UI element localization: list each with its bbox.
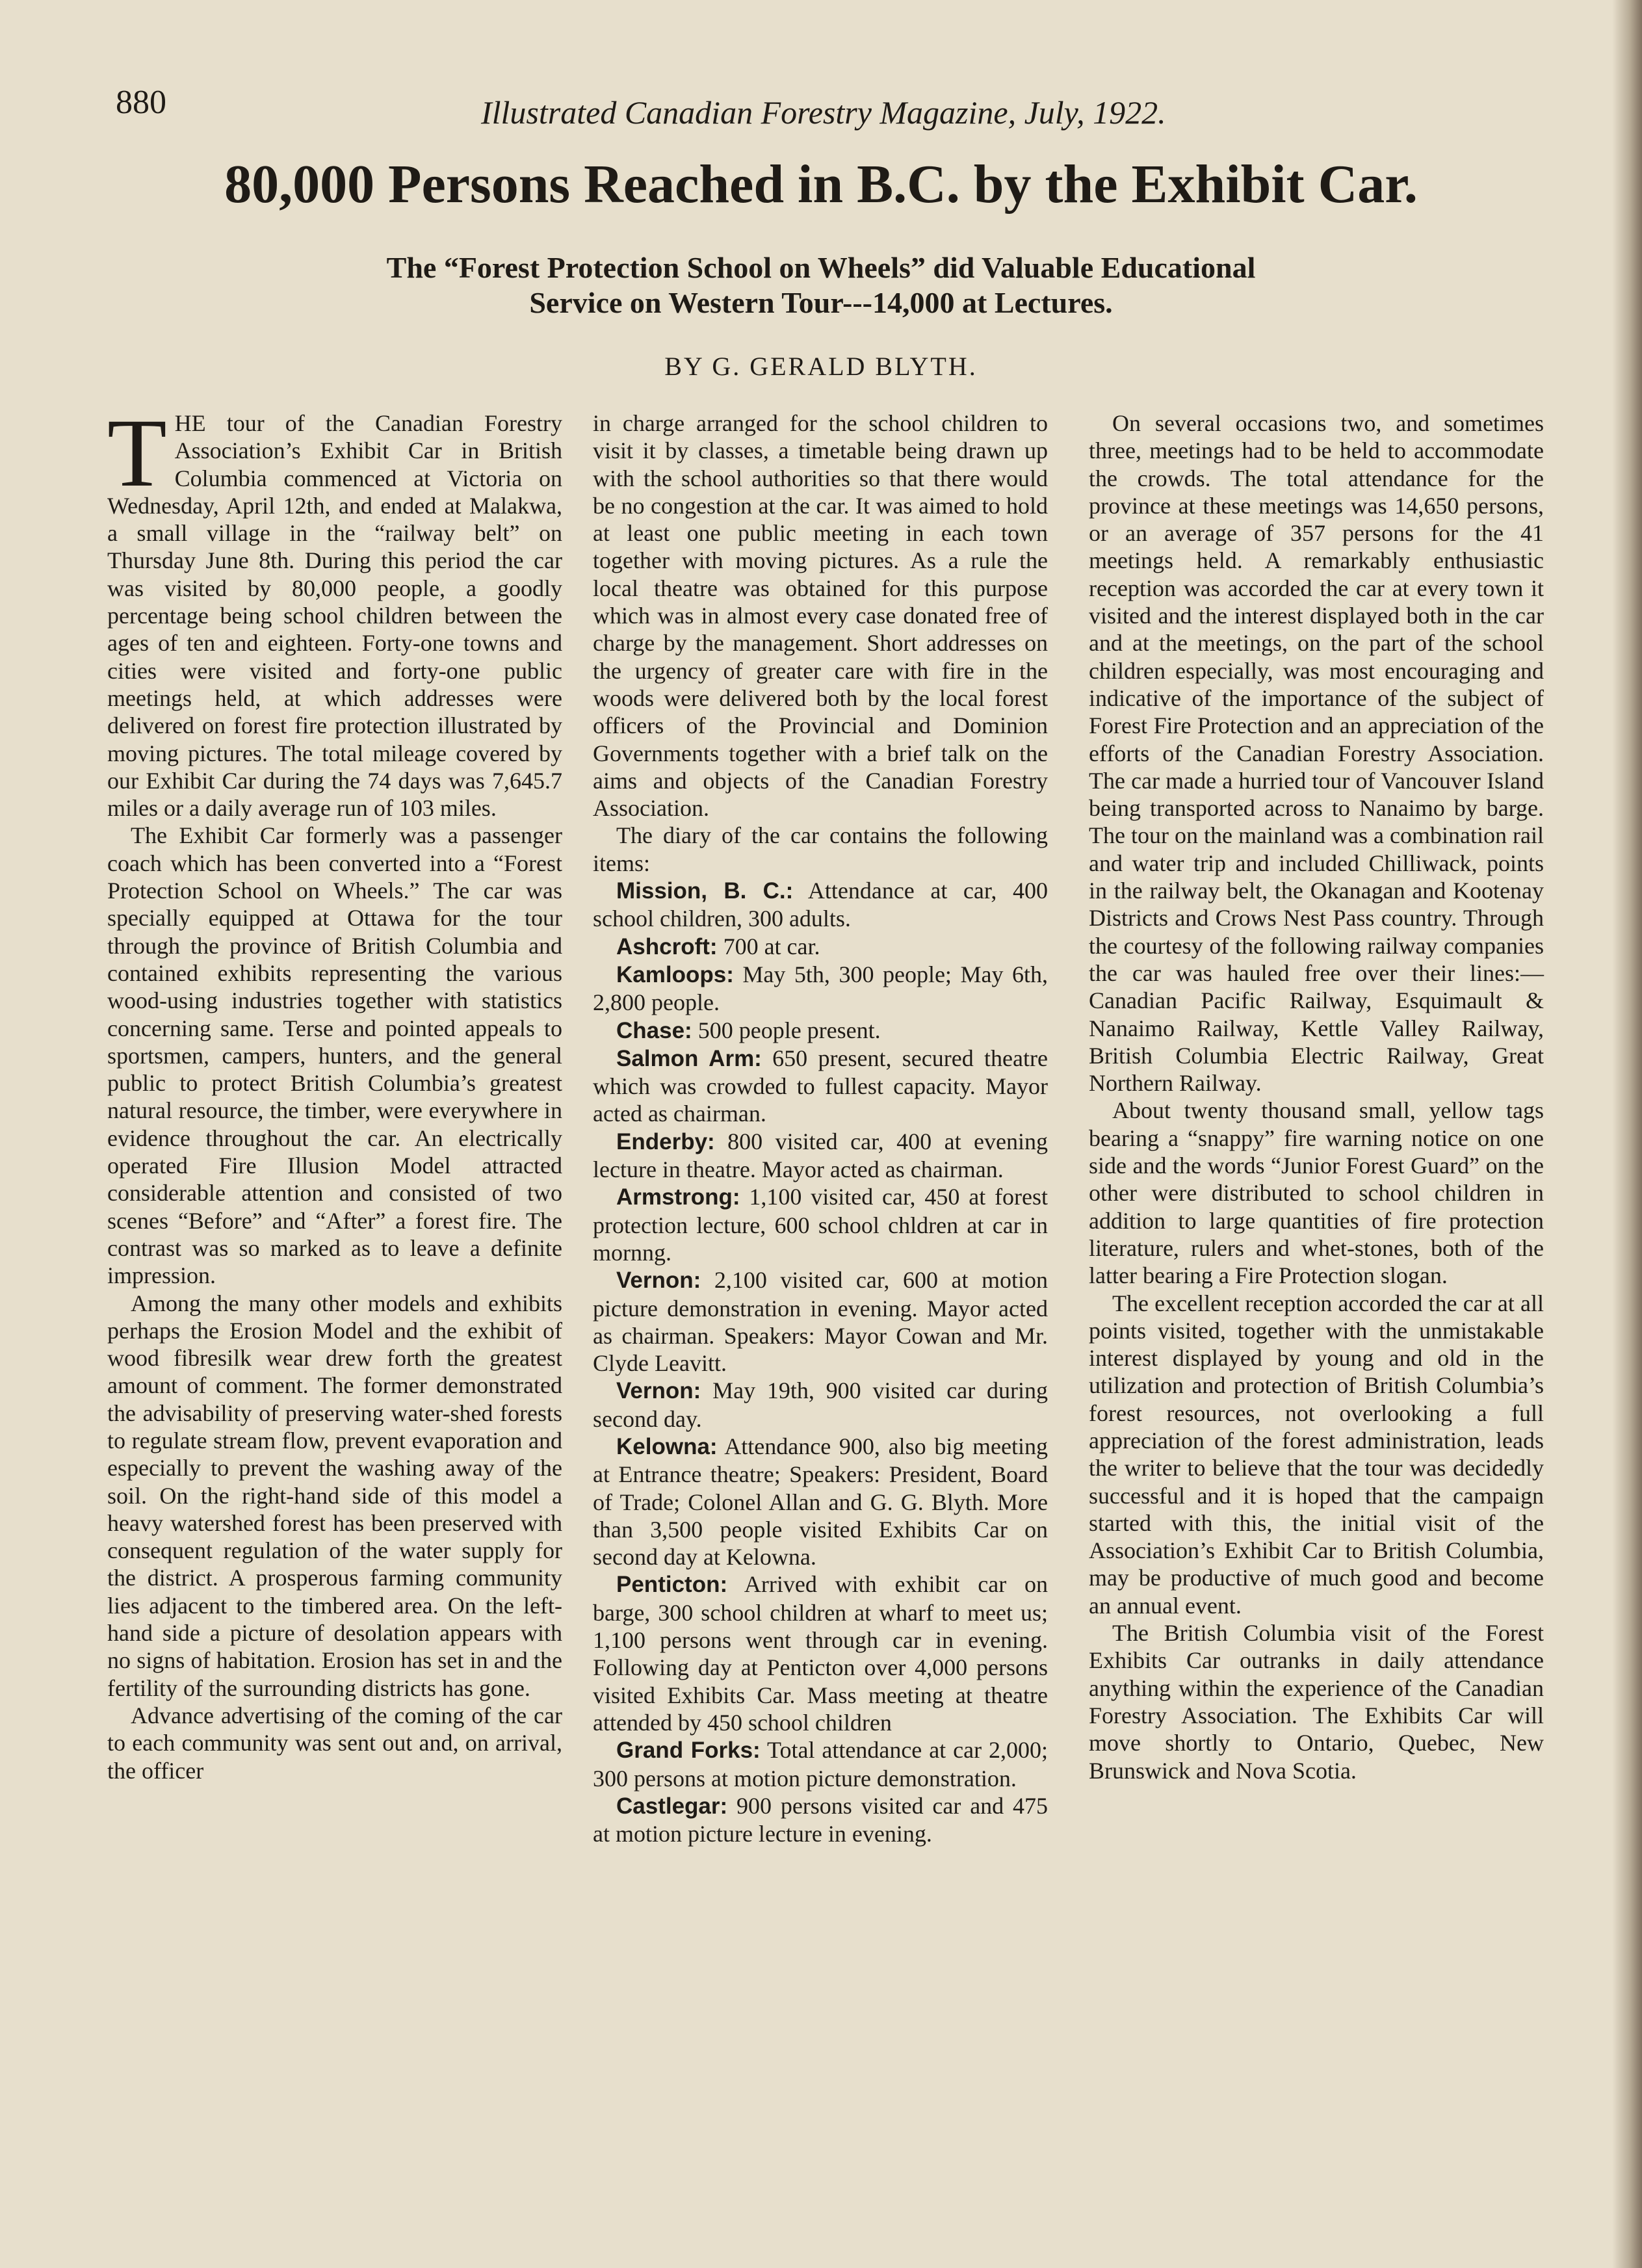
paragraph-1-text: HE tour of the Canadian Forestry Association’s Exhibit Car in British Columbia commenced at Victoria on Wednesday, April 12th, and ended at Malakwa, a small village in the “railway belt” on Thursday June 8th. During this period the car was visited by 80,000 people, a goodly percentage being school children between the ages of ten and eighteen. Forty-one towns and cities were visited and forty-one public meetings held, at which addresses were delivered on forest fire protection illustrated by moving pictures. The total mileage covered by our Exhibit Car during the 74 days was 7,645.7 miles or a daily average run of 103 miles. xyxy=(107,410,562,822)
paragraph-2: The Exhibit Car formerly was a passenger coach which has been converted into a “Forest Protection School on Wheels.” The car was specially equipped at Ottawa for the tour through the province of British Columbia and contained exhibits representing the various wood-using industries together with statistics concerning same. Terse and pointed appeals to sportsmen, campers, hunters, and the general public to protect British Columbia’s greatest natural resource, the timber, were everywhere in evidence throughout the car. An electrically operated Fire Illusion Model attracted considerable attention and consisted of two scenes “Before” and “After” a forest fire. The contrast was so marked as to leave a definite impression. xyxy=(107,822,562,1289)
diary-text: May 5th, 300 people; May 6th, 2,800 people. xyxy=(593,961,1048,1016)
diary-entry xyxy=(593,1017,1048,1045)
diary-text: 650 present, secured theatre which was crowded to fullest capacity. Mayor acted as chairman. xyxy=(593,1045,1048,1127)
diary-entry xyxy=(593,933,1048,961)
diary-place: Kamloops: xyxy=(616,961,734,987)
paragraph-6: The diary of the car contains the following items: xyxy=(593,822,1048,876)
diary-text: 1,100 visited car, 450 at forest protection lecture, 600 school chldren at car in mornng. xyxy=(593,1184,1048,1266)
diary-text: Arrived with exhibit car on barge, 300 school children at wharf to meet us; 1,100 persons went through car in evening. Following day at Penticton over 4,000 persons visited Exhibits Car. Mass meeting at theatre attended by 450 school children xyxy=(593,1571,1048,1736)
diary-text: 800 visited car, 400 at evening lecture in theatre. Mayor acted as chairman. xyxy=(593,1128,1048,1183)
column-1 xyxy=(107,399,562,1784)
diary-entry xyxy=(593,961,1048,1017)
diary-place: Penticton: xyxy=(616,1572,728,1598)
byline: BY G. GERALD BLYTH. xyxy=(664,352,978,381)
column-3 xyxy=(1089,410,1544,1784)
paragraph-3: Among the many other models and exhibits perhaps the Erosion Model and the exhibit of wood fibresilk wear drew forth the greatest amount of comment. The former demonstrated the advisability of preserving water-shed forests to regulate stream flow, prevent evaporation and especially to prevent the washing away of the soil. On the right-hand side of this model a heavy watershed forest has been preserved with consequent regulation of the water supply for the district. A prosperous farming community lies adjacent to the timbered area. On the left-hand side a picture of desolation appears with no signs of habitation. Erosion has set in and the fertility of the surrounding districts has gone. xyxy=(107,1290,562,1701)
diary-entry xyxy=(593,1792,1048,1848)
diary-place: Grand Forks: xyxy=(616,1738,761,1764)
diary-entry xyxy=(593,1128,1048,1184)
diary-place: Ashcroft: xyxy=(616,933,718,959)
diary-place: Vernon: xyxy=(616,1268,701,1294)
diary-text: Total attendance at car 2,000; 300 persons at motion picture demonstration. xyxy=(593,1737,1048,1792)
diary-text: 700 at car. xyxy=(717,933,820,959)
diary-place: Enderby: xyxy=(616,1128,715,1154)
page-edge-shadow xyxy=(1612,0,1642,2268)
article-title: 80,000 Persons Reached in B.C. by the Exhibit Car. xyxy=(224,154,1418,215)
diary-text: Attendance 900, also big meeting at Entrance theatre; Speakers: President, Board of Trade; Colonel Allan and G. G. Blyth. More than 3,500 people visited Exhibits Car on second day at Kelowna. xyxy=(593,1433,1048,1571)
column-2 xyxy=(593,410,1048,1847)
diary-place: Armstrong: xyxy=(616,1184,740,1210)
diary-entry xyxy=(593,1183,1048,1266)
paragraph-4: Advance advertising of the coming of the car to each community was sent out and, on arrival, the officer xyxy=(107,1702,562,1784)
paragraph-1 xyxy=(107,399,562,822)
diary-text: 500 people present. xyxy=(692,1017,881,1043)
paragraph-9: The excellent reception accorded the car at all points visited, together with the unmistakable interest displayed by young and old in the utilization and protection of British Columbia’s forest resources, not overlooking a full appreciation of the forest administration, leads the writer to believe that the tour was decidedly successful and it is hoped that the campaign started with this, the initial visit of the Association’s Exhibit Car to British Columbia, may be productive of much good and become an annual event. xyxy=(1089,1290,1544,1619)
paragraph-10: The British Columbia visit of the Forest Exhibits Car outranks in daily attendance anything within the experience of the Canadian Forestry Association. The Exhibits Car will move shortly to Ontario, Quebec, New Brunswick and Nova Scotia. xyxy=(1089,1620,1544,1784)
diary-text: May 19th, 900 visited car during second day. xyxy=(593,1377,1048,1432)
diary-text: Attendance at car, 400 school children, 300 adults. xyxy=(593,878,1048,932)
diary-place: Chase: xyxy=(616,1017,692,1043)
diary-text: 900 persons visited car and 475 at motion picture lecture in evening. xyxy=(593,1792,1048,1847)
running-title: Illustrated Canadian Forestry Magazine, July, 1922. xyxy=(481,94,1166,131)
diary-entry xyxy=(593,1377,1048,1433)
paragraph-8: About twenty thousand small, yellow tags bearing a “snappy” fire warning notice on one side and the words “Junior Forest Guard” on the other were distributed to school children in addition to large quantities of fire protection literature, rulers and whet-stones, both of the latter bearing a Fire Protection slogan. xyxy=(1089,1097,1544,1289)
drop-cap: T xyxy=(107,399,167,507)
paragraph-7: On several occasions two, and sometimes three, meetings had to be held to accommodate the crowds. The total attendance for the province at these meetings was 14,650 persons, or an average of 357 persons for the 41 meetings held. A remarkably enthusiastic reception was accorded the car at every town it visited and the interest displayed both in the car and at the meetings, on the part of the school children especially, was most encouraging and indicative of the importance of the subject of Forest Fire Protection and an appreciation of the efforts of the Canadian Forestry Association. The car made a hurried tour of Vancouver Island being transported across to Nanaimo by barge. The tour on the mainland was a combination rail and water trip and included Chilliwack, points in the railway belt, the Okanagan and Kootenay Districts and Crows Nest Pass country. Through the courtesy of the following railway companies the car was hauled free over their lines:—Canadian Pacific Railway, Esquimault & Nanaimo Railway, Kettle Valley Railway, British Columbia Electric Railway, Great Northern Railway. xyxy=(1089,410,1544,1097)
diary-entry xyxy=(593,1045,1048,1128)
subtitle-line-2: Service on Western Tour---14,000 at Lectures. xyxy=(529,286,1113,319)
diary-entry xyxy=(593,1736,1048,1792)
article-subtitle xyxy=(0,250,1642,320)
diary-place: Salmon Arm: xyxy=(616,1045,762,1071)
diary-place: Vernon: xyxy=(616,1378,701,1404)
page-number: 880 xyxy=(116,84,166,121)
diary-place: Kelowna: xyxy=(616,1433,718,1459)
diary-place: Mission, B. C.: xyxy=(616,878,794,904)
diary-entry xyxy=(593,1571,1048,1736)
diary-text: 2,100 visited car, 600 at motion picture demonstration in evening. Mayor acted as chairman. Speakers: Mayor Cowan and Mr. Clyde Leavitt. xyxy=(593,1267,1048,1377)
paragraph-5: in charge arranged for the school children to visit it by classes, a timetable being drawn up with the school authorities so that there would be no congestion at the car. It was aimed to hold at least one public meeting in each town together with moving pictures. As a rule the local theatre was obtained for this purpose which was in almost every case donated free of charge by the management. Short addresses on the urgency of greater care with fire in the woods were delivered both by the local forest officers of the Provincial and Dominion Governments together with a brief talk on the aims and objects of the Canadian Forestry Association. xyxy=(593,410,1048,822)
diary-place: Castlegar: xyxy=(616,1793,728,1819)
subtitle-line-1: The “Forest Protection School on Wheels” did Valuable Educational xyxy=(386,251,1256,284)
diary-entry xyxy=(593,877,1048,933)
diary-entry xyxy=(593,1266,1048,1377)
diary-entry xyxy=(593,1433,1048,1571)
